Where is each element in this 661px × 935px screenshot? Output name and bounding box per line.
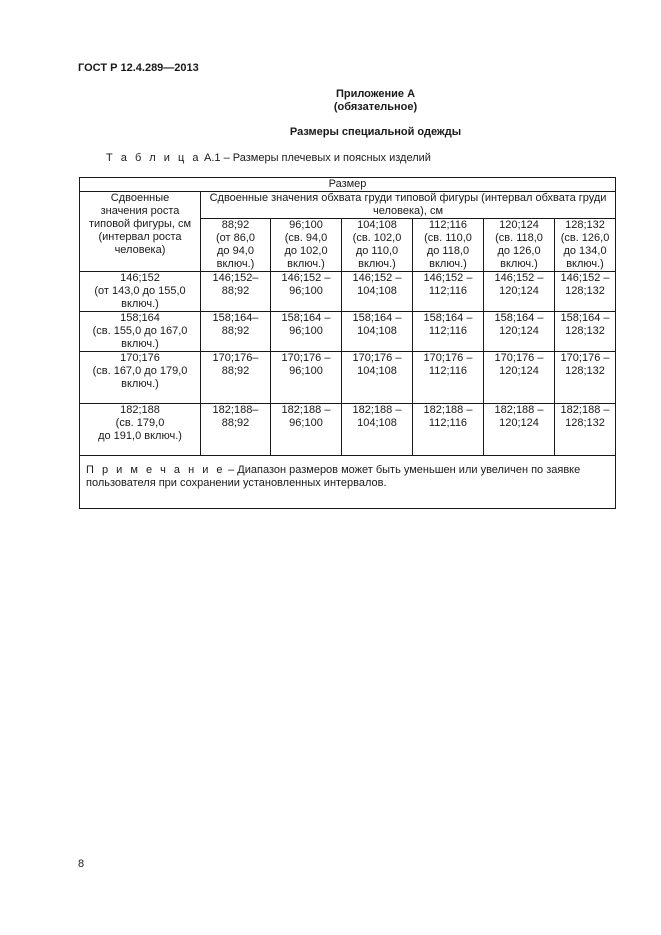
cell-line: включ.) — [429, 258, 467, 270]
caption-label: Т а б л и ц а — [106, 152, 201, 164]
size-cell — [413, 312, 484, 352]
cell-line: 112;116 — [428, 285, 468, 297]
chest-column-cell — [413, 219, 484, 272]
height-header-line: Сдвоенные — [110, 192, 170, 204]
size-cell — [201, 312, 271, 352]
cell-line: 104;108 — [357, 219, 397, 231]
cell-line: 120;124 — [499, 219, 539, 231]
size-cell — [271, 312, 342, 352]
cell-line: 88;92 — [221, 417, 250, 429]
cell-line: 120;124 — [499, 285, 539, 297]
cell-line: включ.) — [121, 338, 159, 350]
cell-line: 158;164 — [120, 312, 160, 324]
cell-line: (св. 110,0 — [424, 232, 472, 244]
cell-line: (св. 179,0 — [115, 417, 165, 429]
cell-line: 182;188 – — [560, 404, 610, 416]
annex-status: (обязательное) — [333, 101, 418, 113]
cell-line: до 134,0 — [563, 245, 607, 257]
height-header-line: типовой фигуры, см — [88, 218, 192, 230]
table-header-row — [80, 192, 616, 219]
note-label: П р и м е ч а н и е — [86, 464, 226, 476]
cell-line: 128;132 — [565, 219, 605, 231]
cell-line: 170;176– — [212, 352, 259, 364]
cell-line: 146;152 – — [560, 272, 610, 284]
cell-line: (св. 118,0 — [495, 232, 543, 244]
cell-line: (св. 155,0 до 167,0 — [92, 325, 188, 337]
cell-line: 158;164 – — [560, 312, 610, 324]
cell-line: до 110,0 — [355, 245, 399, 257]
cell-line: 96;100 — [289, 325, 323, 337]
document-code: ГОСТ Р 12.4.289—2013 — [78, 62, 199, 74]
caption-text: А.1 – Размеры плечевых и поясных изделий — [200, 152, 431, 164]
cell-line: 88;92 — [221, 219, 250, 231]
size-cell — [413, 404, 484, 456]
size-cell — [413, 352, 484, 404]
chest-column-cell — [342, 219, 413, 272]
cell-line: 128;132 — [565, 417, 605, 429]
cell-line: (св. 167,0 до 179,0 — [92, 365, 188, 377]
table-row — [80, 272, 616, 312]
cell-line: 170;176 – — [281, 352, 331, 364]
cell-line: включ.) — [216, 258, 255, 270]
cell-line: до 118,0 — [426, 245, 470, 257]
size-cell — [201, 404, 271, 456]
cell-line: 88;92 — [221, 365, 250, 377]
cell-line: до 126,0 — [497, 245, 541, 257]
cell-line: 158;164– — [212, 312, 259, 324]
cell-line: до 94,0 — [216, 245, 254, 257]
cell-line: 158;164 – — [281, 312, 331, 324]
size-cell — [484, 352, 555, 404]
cell-line: 88;92 — [221, 285, 250, 297]
height-cell — [80, 404, 201, 456]
cell-line: включ.) — [358, 258, 396, 270]
cell-line: 182;188– — [212, 404, 259, 416]
cell-line: до 191,0 включ.) — [98, 430, 182, 442]
cell-line: 170;176 – — [352, 352, 402, 364]
cell-line: 96;100 — [289, 285, 323, 297]
size-cell — [201, 352, 271, 404]
cell-line: включ.) — [500, 258, 538, 270]
cell-line: 104;108 — [357, 365, 397, 377]
size-cell — [342, 352, 413, 404]
chest-column-cell — [271, 219, 342, 272]
height-cell — [80, 272, 201, 312]
table-group-row — [80, 178, 616, 192]
cell-line: (св. 126,0 — [560, 232, 610, 244]
size-cell — [484, 312, 555, 352]
cell-line: (от 86,0 — [215, 232, 256, 244]
cell-line: 120;124 — [499, 365, 539, 377]
table-row — [80, 404, 616, 456]
annex-title: Приложение А — [335, 88, 416, 100]
height-header-line: значения роста — [100, 205, 180, 217]
cell-line: 104;108 — [357, 285, 397, 297]
cell-line: 146;152– — [212, 272, 259, 284]
cell-line: 170;176 — [120, 352, 160, 364]
cell-line: 128;132 — [565, 325, 605, 337]
cell-line: 96;100 — [289, 219, 323, 231]
chest-column-cell — [484, 219, 555, 272]
cell-line: (от 143,0 до 155,0 — [94, 285, 186, 297]
page-number: 8 — [78, 858, 85, 870]
cell-line: 112;116 — [428, 365, 468, 377]
size-cell — [271, 272, 342, 312]
cell-line: 182;188 — [120, 404, 160, 416]
height-cell — [80, 312, 201, 352]
cell-line: (св. 94,0 — [284, 232, 328, 244]
cell-line: 146;152 – — [281, 272, 331, 284]
chest-column-header: Сдвоенные значения обхвата груди типовой фигуры (интервал обхвата груди человека), см — [201, 192, 616, 219]
size-cell — [342, 404, 413, 456]
size-cell — [484, 404, 555, 456]
table-caption — [106, 152, 431, 164]
cell-line: 96;100 — [289, 417, 323, 429]
size-cell — [555, 404, 616, 456]
size-cell — [555, 312, 616, 352]
sizes-table — [79, 177, 616, 509]
cell-line: 158;164 – — [423, 312, 473, 324]
cell-line: включ.) — [566, 258, 604, 270]
table-note — [80, 456, 616, 509]
cell-line: 128;132 — [565, 365, 605, 377]
cell-line: включ.) — [121, 378, 159, 390]
table-row — [80, 352, 616, 404]
cell-line: 182;188 – — [494, 404, 544, 416]
section-title: Размеры специальной одежды — [289, 126, 462, 138]
cell-line: 96;100 — [289, 365, 323, 377]
cell-line: включ.) — [287, 258, 325, 270]
cell-line: 112;116 — [428, 325, 468, 337]
size-cell — [271, 404, 342, 456]
cell-line: 120;124 — [499, 325, 539, 337]
size-cell — [342, 272, 413, 312]
size-group-header: Размер — [80, 178, 616, 192]
cell-line: включ.) — [121, 298, 159, 310]
height-header-line: (интервал роста — [98, 231, 182, 243]
cell-line: до 102,0 — [284, 245, 328, 257]
size-cell — [201, 272, 271, 312]
cell-line: 146;152 – — [494, 272, 544, 284]
cell-line: 170;176 – — [494, 352, 544, 364]
cell-line: 104;108 — [357, 325, 397, 337]
cell-line: 182;188 – — [423, 404, 473, 416]
cell-line: 104;108 — [357, 417, 397, 429]
cell-line: 182;188 – — [281, 404, 331, 416]
cell-line: 146;152 – — [352, 272, 402, 284]
cell-line: 112;116 — [428, 417, 468, 429]
cell-line: (св. 102,0 — [352, 232, 402, 244]
chest-column-cell — [201, 219, 271, 272]
cell-line: 128;132 — [565, 285, 605, 297]
cell-line: 146;152 – — [423, 272, 473, 284]
cell-line: 120;124 — [499, 417, 539, 429]
chest-column-cell — [555, 219, 616, 272]
cell-line: 158;164 – — [494, 312, 544, 324]
cell-line: 112;116 — [428, 219, 468, 231]
height-column-header — [80, 192, 201, 272]
size-cell — [271, 352, 342, 404]
note-row — [80, 456, 616, 509]
size-cell — [555, 352, 616, 404]
note-text: – Диапазон размеров может быть уменьшен или увеличен по заявке пользователя при сохранении установленных интервалов. — [86, 464, 581, 489]
cell-line: 182;188 – — [352, 404, 402, 416]
cell-line: 88;92 — [221, 325, 250, 337]
size-cell — [413, 272, 484, 312]
size-cell — [484, 272, 555, 312]
cell-line: 158;164 – — [352, 312, 402, 324]
height-header-line: человека) — [114, 244, 166, 256]
cell-line: 170;176 – — [423, 352, 473, 364]
annex-heading — [0, 88, 661, 114]
size-cell — [555, 272, 616, 312]
size-cell — [342, 312, 413, 352]
table-row — [80, 312, 616, 352]
cell-line: 146;152 — [120, 272, 160, 284]
height-cell — [80, 352, 201, 404]
cell-line: 170;176 – — [560, 352, 610, 364]
